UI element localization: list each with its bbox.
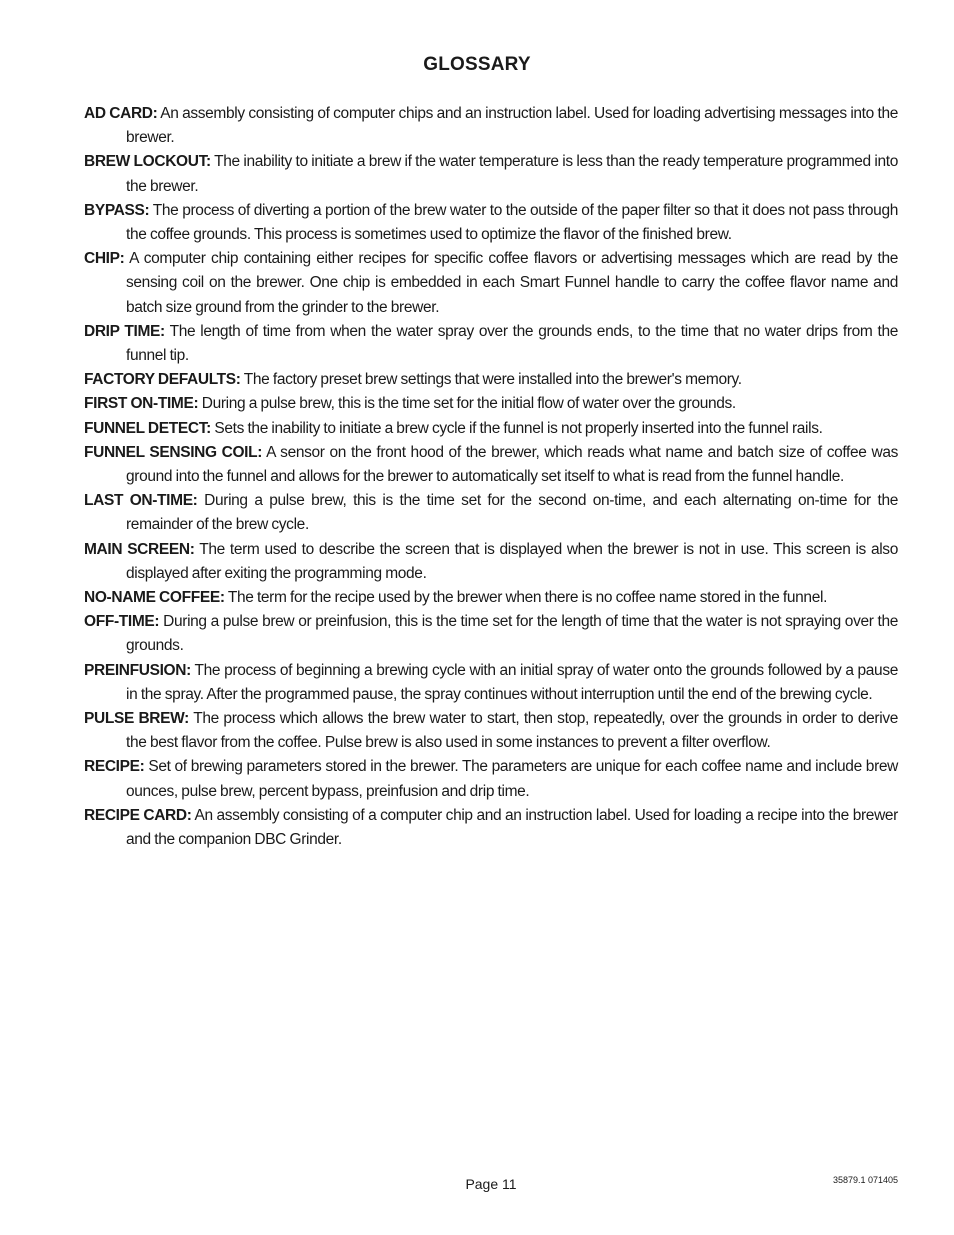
document-code: 35879.1 071405: [833, 1175, 899, 1185]
page-number: Page 11: [465, 1176, 517, 1192]
glossary-term: RECIPE CARD:: [84, 806, 192, 824]
glossary-list: [84, 102, 898, 852]
glossary-term: OFF-TIME:: [84, 613, 160, 631]
glossary-term: DRIP TIME:: [84, 322, 165, 340]
glossary-term: MAIN SCREEN:: [84, 540, 195, 558]
glossary-definition: A computer chip containing either recipes for specific coffee flavors or advertising messages which are read by the sensing coil on the brewer. One chip is embedded in each Smart Funnel handle to carry the coffee flavor name and batch size ground from the grinder to the brewer.: [126, 250, 898, 316]
glossary-definition: The factory preset brew settings that were installed into the brewer's memory.: [243, 371, 742, 389]
glossary-term: BYPASS:: [84, 201, 150, 219]
glossary-entry: [84, 102, 898, 150]
glossary-entry: [84, 538, 898, 586]
glossary-entry: [84, 150, 898, 198]
glossary-term: NO-NAME COFFEE:: [84, 589, 225, 607]
page-title: GLOSSARY: [423, 54, 531, 75]
glossary-definition: During a pulse brew or preinfusion, this is the time set for the length of time that the water is not spraying over the grounds.: [126, 613, 898, 655]
glossary-entry: [84, 368, 898, 392]
glossary-definition: Sets the inability to initiate a brew cycle if the funnel is not properly inserted into the funnel rails.: [214, 419, 823, 437]
glossary-definition: The process of diverting a portion of the brew water to the outside of the paper filter so that it does not pass through the coffee grounds. This process is sometimes used to optimize the flavor of the finished brew.: [126, 201, 898, 244]
glossary-term: AD CARD:: [84, 105, 158, 122]
glossary-entry: [84, 586, 898, 610]
glossary-term: FIRST ON-TIME:: [84, 395, 199, 413]
glossary-term: FACTORY DEFAULTS:: [84, 371, 241, 389]
glossary-definition: The process of beginning a brewing cycle with an initial spray of water onto the grounds followed by a pause in the spray. After the programmed pause, the spray continues without interruption until the end of the brewing cycle.: [126, 661, 898, 703]
glossary-term: BREW LOCKOUT:: [84, 153, 211, 171]
glossary-entry: [84, 755, 898, 803]
glossary-entry: [84, 199, 898, 247]
glossary-definition: The inability to initiate a brew if the water temperature is less than the ready temperature programmed into the brewer.: [126, 153, 898, 195]
glossary-entry: [84, 804, 898, 852]
glossary-entry: [84, 247, 898, 320]
glossary-entry: [84, 659, 898, 707]
glossary-entry: [84, 392, 898, 416]
glossary-definition: An assembly consisting of a computer chip and an instruction label. Used for loading a recipe into the brewer and the companion DBC Grinder.: [126, 806, 898, 849]
glossary-definition: During a pulse brew, this is the time set for the second on-time, and each alternating on-time for the remainder of the brew cycle.: [126, 492, 898, 534]
glossary-definition: The term used to describe the screen that is displayed when the brewer is not in use. This screen is also displayed after exiting the programming mode.: [126, 540, 898, 582]
glossary-term: FUNNEL DETECT:: [84, 419, 211, 437]
glossary-definition: Set of brewing parameters stored in the brewer. The parameters are unique for each coffee name and include brew ounces, pulse brew, percent bypass, preinfusion and drip time.: [126, 758, 898, 800]
glossary-term: PREINFUSION:: [84, 661, 191, 679]
glossary-term: LAST ON-TIME:: [84, 492, 198, 510]
glossary-definition: The length of time from when the water spray over the grounds ends, to the time that no water drips from the funnel tip.: [126, 322, 898, 365]
glossary-term: PULSE BREW:: [84, 710, 189, 728]
glossary-entry: [84, 441, 898, 489]
glossary-term: FUNNEL SENSING COIL:: [84, 443, 263, 461]
glossary-entry: [84, 417, 898, 441]
glossary-entry: [84, 610, 898, 658]
glossary-definition: The process which allows the brew water to start, then stop, repeatedly, over the grounds in order to derive the best flavor from the coffee. Pulse brew is also used in some instances to prevent a filter overflow.: [126, 710, 898, 752]
glossary-entry: [84, 707, 898, 755]
glossary-definition: The term for the recipe used by the brewer when there is no coffee name stored in the funnel.: [227, 589, 828, 607]
glossary-entry: [84, 489, 898, 537]
glossary-definition: During a pulse brew, this is the time set for the initial flow of water over the grounds.: [201, 395, 736, 413]
glossary-definition: An assembly consisting of computer chips and an instruction label. Used for loading advertising messages into the brewer.: [126, 105, 898, 147]
glossary-term: CHIP:: [84, 250, 125, 268]
glossary-term: RECIPE:: [84, 758, 145, 776]
glossary-definition: A sensor on the front hood of the brewer, which reads what name and batch size of coffee was ground into the funnel and allows for the brewer to automatically set itself to what is read from the funnel handle.: [126, 443, 898, 486]
glossary-entry: [84, 320, 898, 368]
